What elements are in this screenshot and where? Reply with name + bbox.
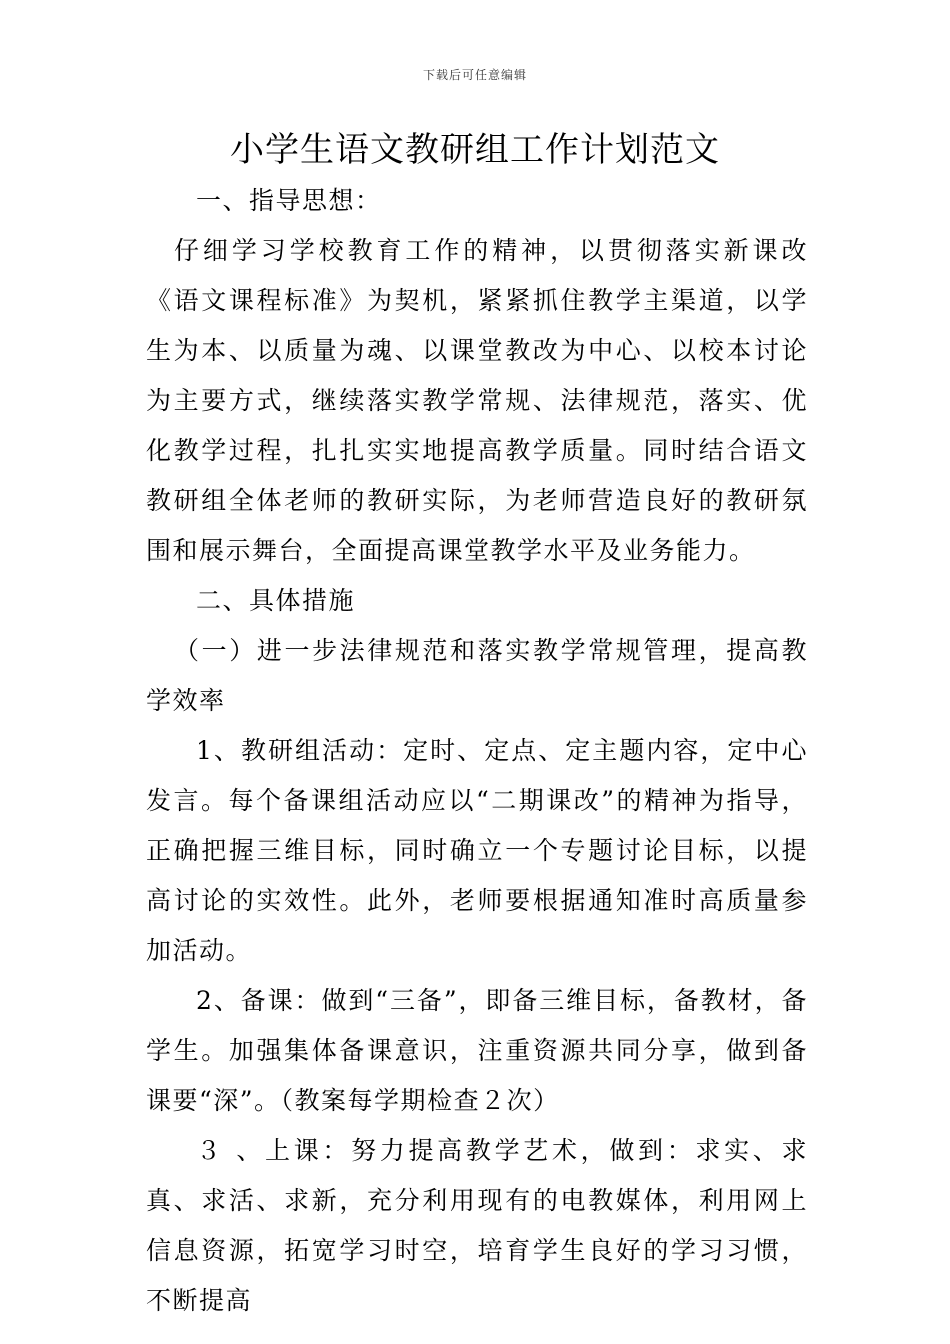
paragraph-guiding-ideology: 仔细学习学校教育工作的精神，以贯彻落实新课改《语文课程标准》为契机，紧紧抓住教学主渠道，以学生为本、以质量为魂、以课堂教改为中心、以校本讨论为主要方式，继续落实教学常规、法律规范，落实、优化教学过程，扎扎实实地提高教学质量。同时结合语文教研组全体老师的教研实际，为老师营造良好的教研氛围和展示舞台，全面提高课堂教学水平及业务能力。 <box>146 236 808 565</box>
section-heading-measures: 二、具体措施 <box>196 586 356 615</box>
header-note: 下载后可任意编辑 <box>422 68 527 82</box>
list-item-lesson-prep: 2、备课：做到“三备”，即备三维目标，备教材，备学生。加强集体备课意识，注重资源共同分享，做到备课要“深”。（教案每学期检查２次） <box>146 986 808 1115</box>
subsection-heading-teaching-routine: （一）进一步法律规范和落实教学常规管理，提高教学效率 <box>146 636 808 715</box>
document-body <box>146 176 808 1326</box>
list-item-teaching-research: 1、教研组活动：定时、定点、定主题内容，定中心发言。每个备课组活动应以“二期课改”的精神为指导，正确把握三维目标，同时确立一个专题讨论目标，以提高讨论的实效性。此外，老师要根据通知准时高质量参加活动。 <box>146 736 808 965</box>
list-item-classes: ３ 、上课：努力提高教学艺术，做到：求实、求真、求活、求新，充分利用现有的电教媒体，利用网上信息资源，拓宽学习时空，培育学生良好的学习习惯，不断提高 <box>146 1136 808 1315</box>
section-heading-guiding-ideology: 一、指导思想： <box>196 186 382 215</box>
document-title: 小学生语文教研组工作计划范文 <box>230 130 720 170</box>
